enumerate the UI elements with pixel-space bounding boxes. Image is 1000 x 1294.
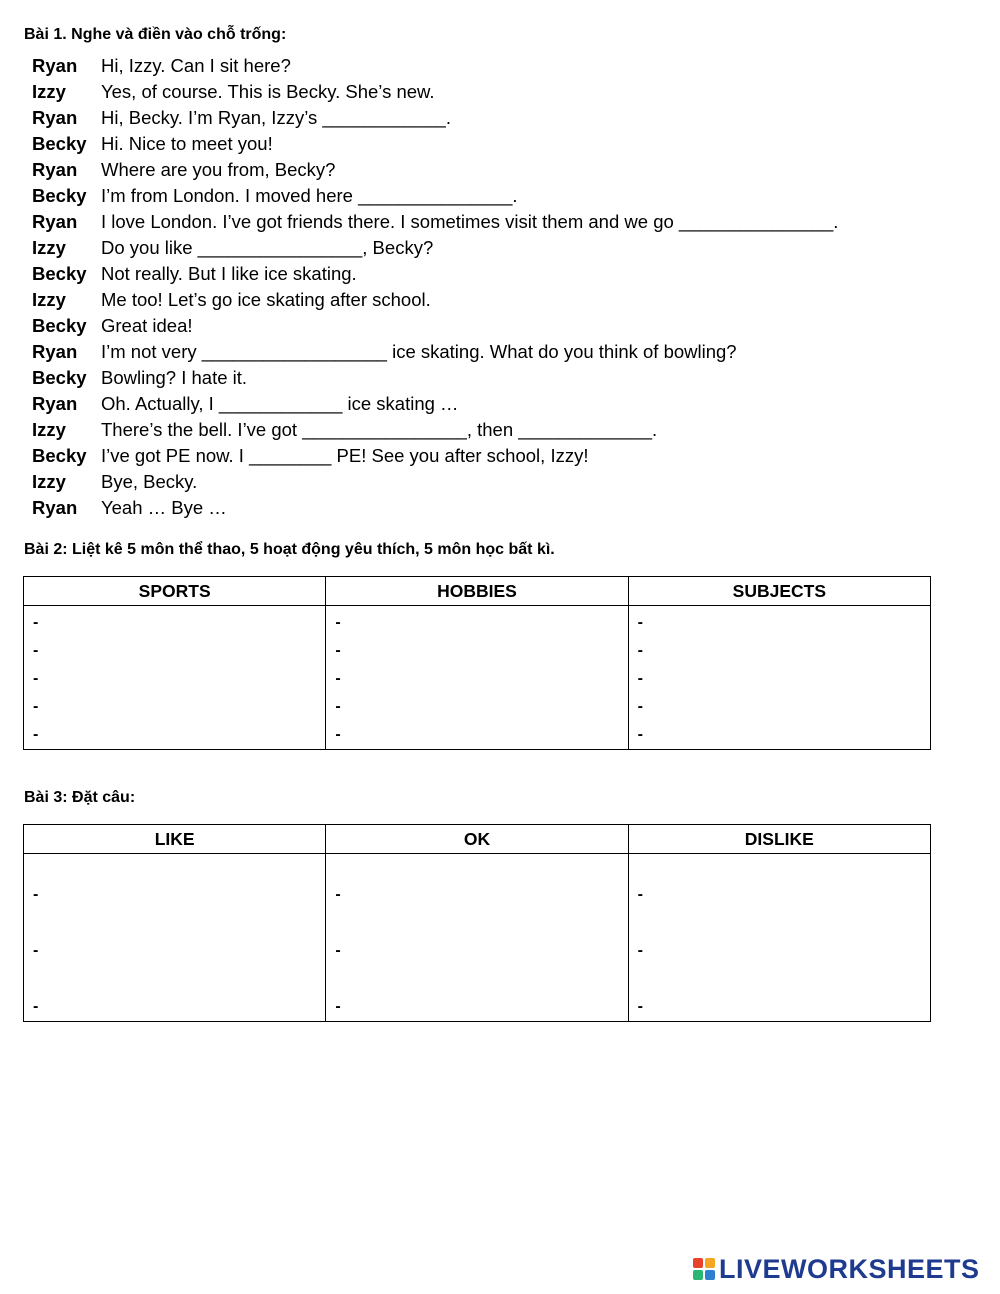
dialogue <box>32 53 972 521</box>
speaker-name: Ryan <box>32 341 78 362</box>
speaker-name: Ryan <box>32 55 78 76</box>
answer-cell-sports[interactable] <box>24 606 326 750</box>
answer-cell-like[interactable] <box>24 854 326 1022</box>
answer-bullet: - <box>637 886 643 903</box>
answer-bullet: - <box>335 642 341 659</box>
answer-bullet: - <box>33 942 39 959</box>
speaker-name: Izzy <box>32 289 66 310</box>
answer-bullet: - <box>335 998 341 1015</box>
dialogue-line <box>32 79 972 105</box>
dialogue-text: Not really. But I like ice skating. <box>101 263 357 284</box>
dialogue-text: Great idea! <box>101 315 193 336</box>
speaker-name: Ryan <box>32 107 78 128</box>
answer-bullet: - <box>33 614 39 631</box>
answer-bullet: - <box>33 642 39 659</box>
dialogue-line <box>32 235 972 261</box>
fill-in-blank[interactable]: _____________ <box>518 419 653 440</box>
column-header-like: LIKE <box>24 825 326 854</box>
dialogue-text: . <box>512 185 518 206</box>
answer-bullet: - <box>335 698 341 715</box>
exercise1-heading: Bài 1. Nghe và điền vào chỗ trống: <box>24 26 287 43</box>
dialogue-text: Do you like <box>101 237 198 258</box>
speaker-name: Ryan <box>32 211 78 232</box>
speaker-name: Becky <box>32 133 87 154</box>
liveworksheets-logo <box>693 1252 980 1286</box>
speaker-name: Ryan <box>32 497 78 518</box>
answer-bullet: - <box>33 998 39 1015</box>
speaker-name: Becky <box>32 263 87 284</box>
dialogue-line <box>32 391 972 417</box>
dialogue-text: Yes, of course. This is Becky. She’s new. <box>101 81 435 102</box>
dialogue-text: , then <box>466 419 519 440</box>
answer-bullet: - <box>33 698 39 715</box>
dialogue-text: Me too! Let’s go ice skating after school. <box>101 289 431 310</box>
dialogue-line <box>32 131 972 157</box>
dialogue-text: Bye, Becky. <box>101 471 198 492</box>
dialogue-line <box>32 53 972 79</box>
answer-bullet: - <box>637 642 643 659</box>
answer-bullet: - <box>33 670 39 687</box>
column-header-ok: OK <box>326 825 628 854</box>
dialogue-text: Where are you from, Becky? <box>101 159 336 180</box>
dialogue-text: I’m from London. I moved here <box>101 185 359 206</box>
dialogue-text: . <box>833 211 839 232</box>
dialogue-line <box>32 495 972 521</box>
speaker-name: Izzy <box>32 471 66 492</box>
answer-cell-subjects[interactable] <box>628 606 930 750</box>
exercise3-table <box>23 824 931 1022</box>
dialogue-text: , Becky? <box>362 237 434 258</box>
dialogue-line <box>32 287 972 313</box>
speaker-name: Ryan <box>32 159 78 180</box>
dialogue-line <box>32 417 972 443</box>
exercise2-table <box>23 576 931 750</box>
dialogue-line <box>32 105 972 131</box>
answer-bullet: - <box>335 670 341 687</box>
fill-in-blank[interactable]: ________ <box>249 445 332 466</box>
fill-in-blank[interactable]: __________________ <box>201 341 387 362</box>
dialogue-text: Hi, Becky. I’m Ryan, Izzy’s <box>101 107 323 128</box>
answer-bullet: - <box>335 942 341 959</box>
dialogue-text: . <box>445 107 451 128</box>
fill-in-blank[interactable]: _______________ <box>358 185 513 206</box>
speaker-name: Becky <box>32 315 87 336</box>
answer-bullet: - <box>335 726 341 743</box>
fill-in-blank[interactable]: ________________ <box>197 237 363 258</box>
speaker-name: Becky <box>32 445 87 466</box>
answer-bullet: - <box>637 614 643 631</box>
dialogue-line <box>32 469 972 495</box>
fill-in-blank[interactable]: ________________ <box>302 419 467 440</box>
dialogue-text: There’s the bell. I’ve got <box>101 419 303 440</box>
dialogue-line <box>32 183 972 209</box>
column-header-sports: SPORTS <box>24 577 326 606</box>
answer-cell-hobbies[interactable] <box>326 606 628 750</box>
speaker-name: Ryan <box>32 393 78 414</box>
speaker-name: Becky <box>32 185 87 206</box>
dialogue-line <box>32 365 972 391</box>
speaker-name: Izzy <box>32 81 66 102</box>
answer-bullet: - <box>637 698 643 715</box>
dialogue-line <box>32 261 972 287</box>
dialogue-text: Hi, Izzy. Can I sit here? <box>101 55 291 76</box>
logo-mark-icon <box>693 1258 715 1280</box>
answer-bullet: - <box>637 998 643 1015</box>
speaker-name: Becky <box>32 367 87 388</box>
dialogue-line <box>32 443 972 469</box>
answer-bullet: - <box>637 726 643 743</box>
column-header-subjects: SUBJECTS <box>628 577 930 606</box>
dialogue-text: I’ve got PE now. I <box>101 445 250 466</box>
dialogue-line <box>32 339 972 365</box>
dialogue-text: . <box>652 419 658 440</box>
answer-cell-dislike[interactable] <box>628 854 930 1022</box>
column-header-hobbies: HOBBIES <box>326 577 628 606</box>
dialogue-text: PE! See you after school, Izzy! <box>331 445 589 466</box>
dialogue-line <box>32 313 972 339</box>
dialogue-text: I’m not very <box>101 341 202 362</box>
dialogue-text: ice skating. What do you think of bowling? <box>386 341 737 362</box>
answer-cell-ok[interactable] <box>326 854 628 1022</box>
dialogue-line <box>32 157 972 183</box>
dialogue-text: Hi. Nice to meet you! <box>101 133 273 154</box>
dialogue-text: Yeah … Bye … <box>101 497 227 518</box>
answer-bullet: - <box>33 886 39 903</box>
fill-in-blank[interactable]: _______________ <box>678 211 834 232</box>
speaker-name: Izzy <box>32 237 66 258</box>
logo-text: LIVEWORKSHEETS <box>719 1253 980 1284</box>
dialogue-text: I love London. I’ve got friends there. I sometimes visit them and we go <box>101 211 679 232</box>
fill-in-blank[interactable]: ____________ <box>322 107 446 128</box>
dialogue-text: ice skating … <box>342 393 459 414</box>
dialogue-line <box>32 209 972 235</box>
fill-in-blank[interactable]: ____________ <box>218 393 343 414</box>
answer-bullet: - <box>335 614 341 631</box>
answer-bullet: - <box>637 942 643 959</box>
exercise3-heading: Bài 3: Đặt câu: <box>24 789 136 806</box>
dialogue-text: Bowling? I hate it. <box>101 367 248 388</box>
answer-bullet: - <box>33 726 39 743</box>
answer-bullet: - <box>637 670 643 687</box>
answer-bullet: - <box>335 886 341 903</box>
exercise2-heading: Bài 2: Liệt kê 5 môn thể thao, 5 hoạt động yêu thích, 5 môn học bất kì. <box>24 541 555 558</box>
dialogue-text: Oh. Actually, I <box>101 393 219 414</box>
speaker-name: Izzy <box>32 419 66 440</box>
column-header-dislike: DISLIKE <box>628 825 930 854</box>
